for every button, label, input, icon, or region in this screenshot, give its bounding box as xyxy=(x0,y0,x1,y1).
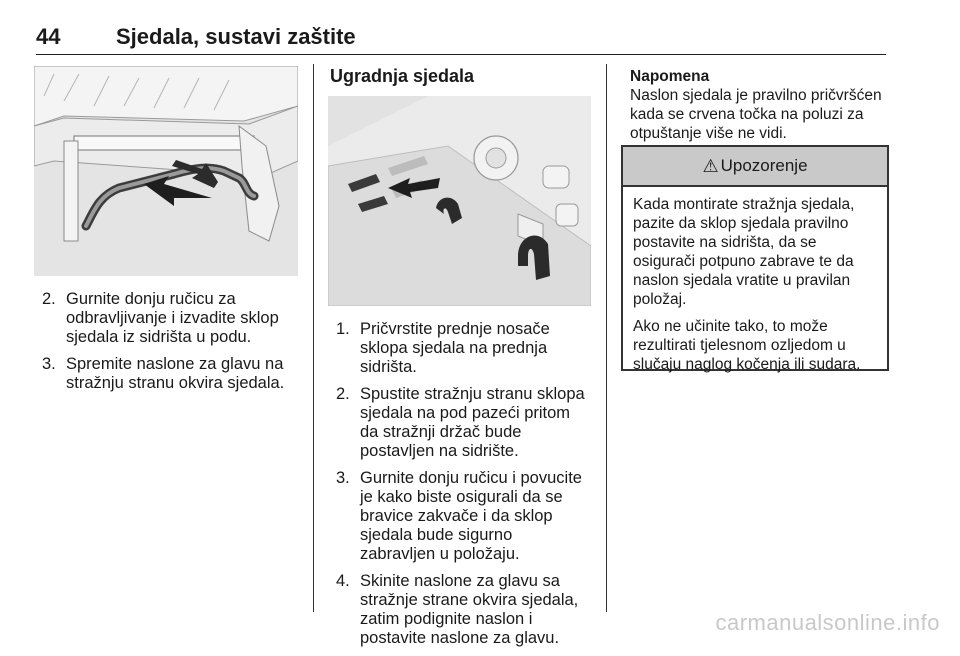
warning-header xyxy=(623,147,887,187)
note-heading: Napomena xyxy=(630,68,710,85)
step-number: 2. xyxy=(42,290,56,308)
watermark: carmanualsonline.info xyxy=(715,610,940,635)
step-text: Skinite naslone za glavu sa stražnje strane okvira sjedala, zatim podignite naslon i postavite naslone za glavu. xyxy=(360,572,579,647)
step-text: Spustite stražnju stranu sklopa sjedala na pod pazeći pritom da stražnji držač bude postavljen na sidrište. xyxy=(360,385,585,460)
warning-paragraph: Ako ne učinite tako, to može rezultirati tjelesnom ozljedom u slučaju naglog kočenja ili sudara. xyxy=(633,318,861,373)
warning-body xyxy=(623,187,887,374)
seat-lever-illustration-icon xyxy=(34,66,298,276)
step-number: 3. xyxy=(42,355,56,373)
seat-lever-figure xyxy=(34,66,298,276)
page-number: 44 xyxy=(36,24,61,49)
step-number: 4. xyxy=(336,572,350,590)
list-item xyxy=(336,385,592,461)
note-text: Naslon sjedala je pravilno pričvršćen kada se crvena točka na poluzi za otpuštanje više ne vidi. xyxy=(630,87,882,142)
installation-steps-list xyxy=(336,320,592,656)
warning-box xyxy=(621,145,889,371)
step-text: Gurnite donju ručicu i povucite je kako biste osigurali da se bravice zakvače i da sklop sjedala bude sigurno zabravljen u položaju. xyxy=(360,469,582,563)
step-text: Spremite naslone za glavu na stražnju stranu okvira sjedala. xyxy=(66,355,285,392)
list-item xyxy=(336,320,592,377)
warning-title: Upozorenje xyxy=(720,156,808,175)
seat-anchor-figure xyxy=(328,96,591,306)
installation-heading: Ugradnja sjedala xyxy=(330,66,475,86)
list-item xyxy=(336,572,592,648)
list-item xyxy=(42,355,292,393)
list-item xyxy=(336,469,592,564)
warning-paragraph: Kada montirate stražnja sjedala, pazite da sklop sjedala pravilno postavite na sidrišta, da se osigurači potpuno zabrave te da naslon sjedala vratite u pravilan položaj. xyxy=(633,196,855,308)
step-number: 1. xyxy=(336,320,350,338)
step-text: Pričvrstite prednje nosače sklopa sjedala na prednja sidrišta. xyxy=(360,320,550,376)
removal-steps-list xyxy=(42,290,292,401)
step-number: 3. xyxy=(336,469,350,487)
step-number: 2. xyxy=(336,385,350,403)
column-divider xyxy=(313,64,314,612)
warning-triangle-icon: ⚠ xyxy=(702,155,719,176)
page-header xyxy=(36,24,886,55)
step-text: Gurnite donju ručicu za odbravljivanje i izvadite sklop sjedala iz sidrišta u podu. xyxy=(66,290,279,346)
list-item xyxy=(42,290,292,347)
column-divider xyxy=(606,64,607,612)
section-title: Sjedala, sustavi zaštite xyxy=(116,24,356,49)
seat-anchor-illustration-icon xyxy=(328,96,591,306)
